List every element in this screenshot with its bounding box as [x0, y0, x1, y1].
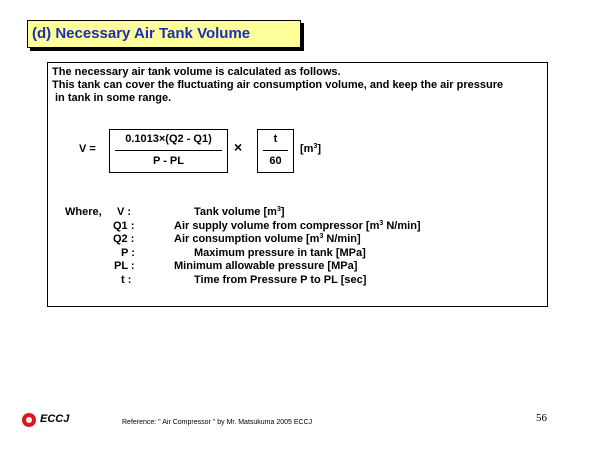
- unit-exponent: 3: [313, 143, 318, 150]
- intro-line-3: in tank in some range.: [55, 92, 172, 104]
- intro-line-1: The necessary air tank volume is calculated as follows.: [52, 66, 341, 78]
- definition-symbol: V :: [117, 206, 132, 218]
- multiply-sign: ×: [234, 139, 243, 155]
- definition-sup: 3: [276, 206, 281, 213]
- formula-lhs: V =: [79, 143, 96, 155]
- definition-text-main: Air consumption volume [m: [174, 233, 320, 246]
- definition-text-tail: ]: [280, 206, 285, 218]
- where-label: Where,: [65, 206, 102, 218]
- definition-text: [174, 220, 421, 234]
- definition-sup: 3: [319, 233, 324, 241]
- fraction-time: [257, 129, 294, 173]
- content-box: [47, 62, 548, 307]
- fraction-time-numerator: t: [273, 133, 278, 145]
- definition-symbol: P :: [121, 246, 135, 259]
- eccj-logo-icon: [22, 413, 36, 427]
- definition-symbol: Q2 :: [113, 233, 135, 246]
- definition-text-main: Air supply volume from compressor [m: [174, 219, 380, 232]
- definition-symbol: Q1 :: [113, 219, 135, 232]
- definition-text: Time from Pressure P to PL [sec]: [194, 273, 367, 286]
- fraction-bar: [115, 150, 222, 151]
- intro-line-2: This tank can cover the fluctuating air consumption volume, and keep the air pressure: [52, 79, 504, 91]
- definition-symbol: PL :: [114, 260, 135, 273]
- definition-text: [194, 206, 285, 220]
- definition-sup: 3: [379, 219, 384, 227]
- fraction-bar: [263, 150, 288, 151]
- fraction-time-denominator: 60: [269, 155, 282, 167]
- definition-text-tail: N/min]: [323, 233, 361, 246]
- definition-text: Minimum allowable pressure [MPa]: [174, 260, 358, 273]
- definition-text: [174, 233, 361, 247]
- page-number: 56: [536, 412, 547, 424]
- formula-unit: [300, 143, 321, 155]
- slide-title: (d) Necessary Air Tank Volume: [27, 20, 301, 48]
- definition-text-tail: N/min]: [383, 219, 421, 232]
- unit-prefix: [m: [300, 143, 314, 155]
- intro-text: [52, 66, 503, 105]
- definition-text: Maximum pressure in tank [MPa]: [194, 246, 366, 259]
- logo-text: ECCJ: [40, 413, 70, 425]
- fraction-volume-numerator: 0.1013×(Q2 - Q1): [125, 133, 212, 145]
- unit-suffix: ]: [317, 143, 322, 155]
- definition-text-main: Tank volume [m: [194, 206, 277, 218]
- reference-note: Reference: " Air Compressor " by Mr. Matsukuma 2005 ECCJ: [122, 419, 313, 426]
- fraction-volume-denominator: P - PL: [153, 155, 184, 167]
- fraction-volume: [109, 129, 228, 173]
- definition-symbol: t :: [121, 273, 132, 286]
